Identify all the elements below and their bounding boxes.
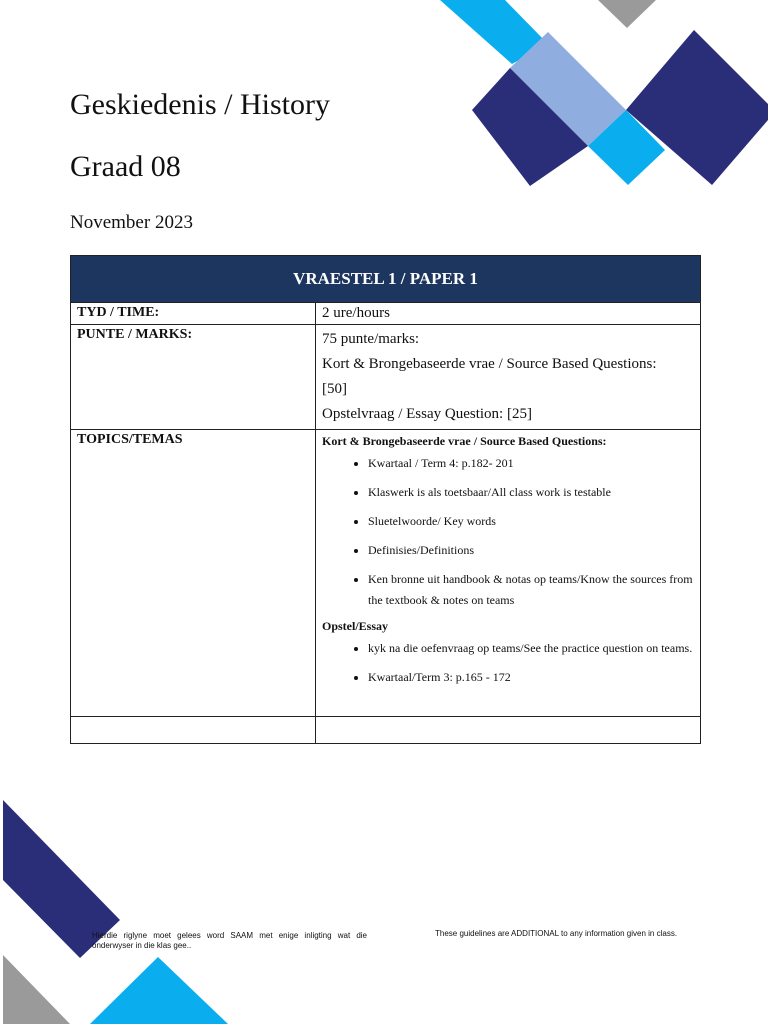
list-item: • Sluetelwoorde/ Key words <box>368 511 694 532</box>
list-item: • Kwartaal/Term 3: p.165 - 172 <box>368 667 694 688</box>
exam-info-table <box>70 255 701 744</box>
page-title: Geskiedenis / History <box>70 88 330 121</box>
grey-triangle-top <box>598 0 656 28</box>
marks-line: 75 punte/marks: <box>322 331 420 347</box>
essay-list <box>322 638 694 688</box>
marks-line: [50] <box>322 381 347 397</box>
time-value: 2 ure/hours <box>316 303 701 325</box>
empty-cell <box>71 717 316 744</box>
list-item: • Klaswerk is als toetsbaar/All class work is testable <box>368 482 694 503</box>
list-item: • Kwartaal / Term 4: p.182- 201 <box>368 453 694 474</box>
list-item: • Definisies/Definitions <box>368 540 694 561</box>
empty-cell <box>316 717 701 744</box>
source-heading: Kort & Brongebaseerde vrae / Source Based Questions: <box>322 434 607 448</box>
exam-date: November 2023 <box>70 212 193 233</box>
sky-triangle-bottom <box>90 957 228 1024</box>
marks-line: Kort & Brongebaseerde vrae / Source Based Questions: <box>322 356 657 372</box>
paper-heading: VRAESTEL 1 / PAPER 1 <box>71 256 701 303</box>
list-item: • Ken bronne uit handbook & notas op teams/Know the sources from the textbook & notes on teams <box>368 569 694 611</box>
footer-note-english: These guidelines are ADDITIONAL to any information given in class. <box>435 929 678 938</box>
grey-triangle-bottom <box>3 955 70 1024</box>
footer-note-afrikaans: Hierdie riglyne moet gelees word SAAM met enige inligting wat die onderwyser in die klas gee.. <box>92 931 367 950</box>
marks-label: PUNTE / MARKS: <box>71 325 316 430</box>
marks-value <box>316 325 701 430</box>
topics-label: TOPICS/TEMAS <box>71 430 316 717</box>
list-item: • kyk na die oefenvraag op teams/See the practice question on teams. <box>368 638 694 659</box>
time-label: TYD / TIME: <box>71 303 316 325</box>
grade-title: Graad 08 <box>70 150 181 183</box>
topics-value <box>316 430 701 717</box>
essay-heading: Opstel/Essay <box>322 619 389 633</box>
source-list <box>322 453 694 611</box>
marks-line: Opstelvraag / Essay Question: [25] <box>322 406 532 422</box>
